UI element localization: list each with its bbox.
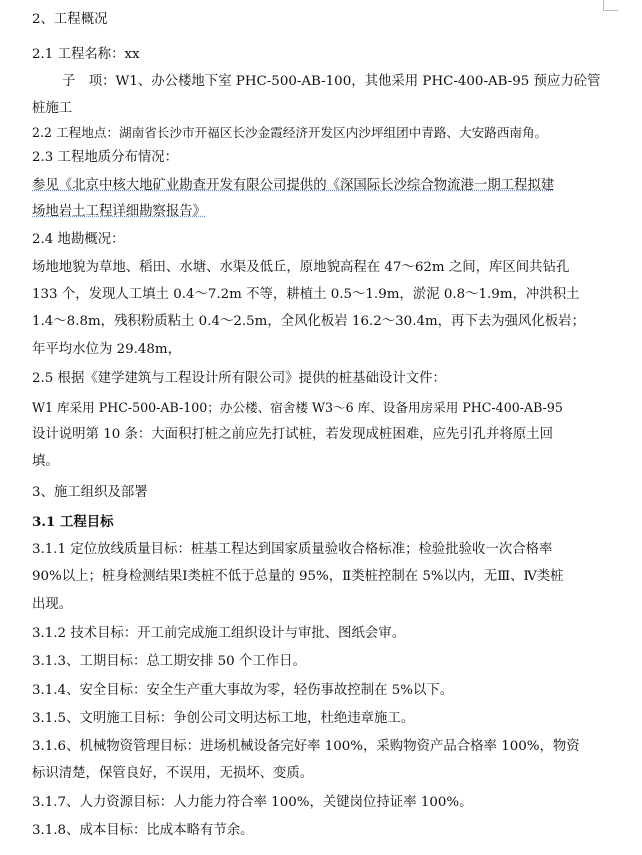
geology-reference-continued: 场地岩土工程详细勘察报告》 [32,204,207,219]
goal-quality-2: 90%以上；桩身检测结果Ⅰ类桩不低于总量的 95%，Ⅱ类桩控制在 5%以内，无Ⅲ、Ⅳ类桩 [32,569,564,584]
sub-item-continued: 桩施工 [32,101,73,116]
goal-quality-1: 3.1.1 定位放线质量目标：桩基工程达到国家质量验收合格标准；检验批验收一次合格率 [32,542,553,557]
goals-heading: 3.1 工程目标 [32,514,114,530]
goal-materials-1: 3.1.6、机械物资管理目标：进场机械设备完好率 100%，采购物资产品合格率 100%，物资 [32,739,580,754]
goal-quality-3: 出现。 [32,597,73,612]
survey-text-2: 133 个，发现人工填土 0.4～7.2m 不等，耕植土 0.5～1.9m，淤泥 0.8～1.9m，冲洪积土 [32,287,580,302]
survey-text-3: 1.4～8.8m，残积粉质粘土 0.4～2.5m，全风化板岩 16.2～30.4m，再下去为强风化板岩； [32,314,585,329]
goal-materials-2: 标识清楚，保管良好，不误用，无损坏、变质。 [32,766,314,781]
section-heading-3: 3、施工组织及部署 [32,485,148,500]
survey-text-1: 场地地貌为草地、稻田、水塘、水渠及低丘，原地貌高程在 47～62m 之间，库区间共钻孔 [32,260,570,275]
design-note-continued: 填。 [32,454,59,469]
goal-technical: 3.1.2 技术目标：开工前完成施工组织设计与审批、图纸会审。 [32,626,406,641]
sub-item-line: 子 项：W1、办公楼地下室 PHC-500-AB-100，其他采用 PHC-400-AB-95 预应力砼管 [62,74,601,89]
design-note: 设计说明第 10 条：大面积打桩之前应先打试桩，若发现成桩困难，应先引孔并将原土回 [32,427,554,442]
pile-types: W1 库采用 PHC-500-AB-100；办公楼、宿舍楼 W3～6 库、设备用房采用 PHC-400-AB-95 [32,400,563,415]
goal-schedule: 3.1.3、工期目标：总工期安排 50 个工作日。 [32,654,306,669]
geology-heading: 2.3 工程地质分布情况： [32,150,179,165]
goal-cost: 3.1.8、成本目标：比成本略有节余。 [32,823,254,838]
geology-reference: 参见《北京中核大地矿业勘查开发有限公司提供的《深国际长沙综合物流港一期工程拟建 [32,178,555,193]
survey-heading: 2.4 地勘概况： [32,232,125,247]
goal-hr: 3.1.7、人力资源目标：人力能力符合率 100%，关键岗位持证率 100%。 [32,795,473,810]
survey-text-4: 年平均水位为 29.48m， [32,342,182,357]
project-name: 2.1 工程名称：xx [32,47,140,62]
goal-safety: 3.1.4、安全目标：安全生产重大事故为零，轻伤事故控制在 5%以下。 [32,683,454,698]
section-heading-2: 2、工程概况 [32,12,108,27]
design-basis: 2.5 根据《建学建筑与工程设计所有限公司》提供的桩基础设计文件： [32,371,446,386]
project-location: 2.2 工程地点：湖南省长沙市开福区长沙金霞经济开发区内沙坪组团中青路、大安路西南角。 [32,125,548,140]
goal-civilized: 3.1.5、文明施工目标：争创公司文明达标工地，杜绝违章施工。 [32,711,415,726]
